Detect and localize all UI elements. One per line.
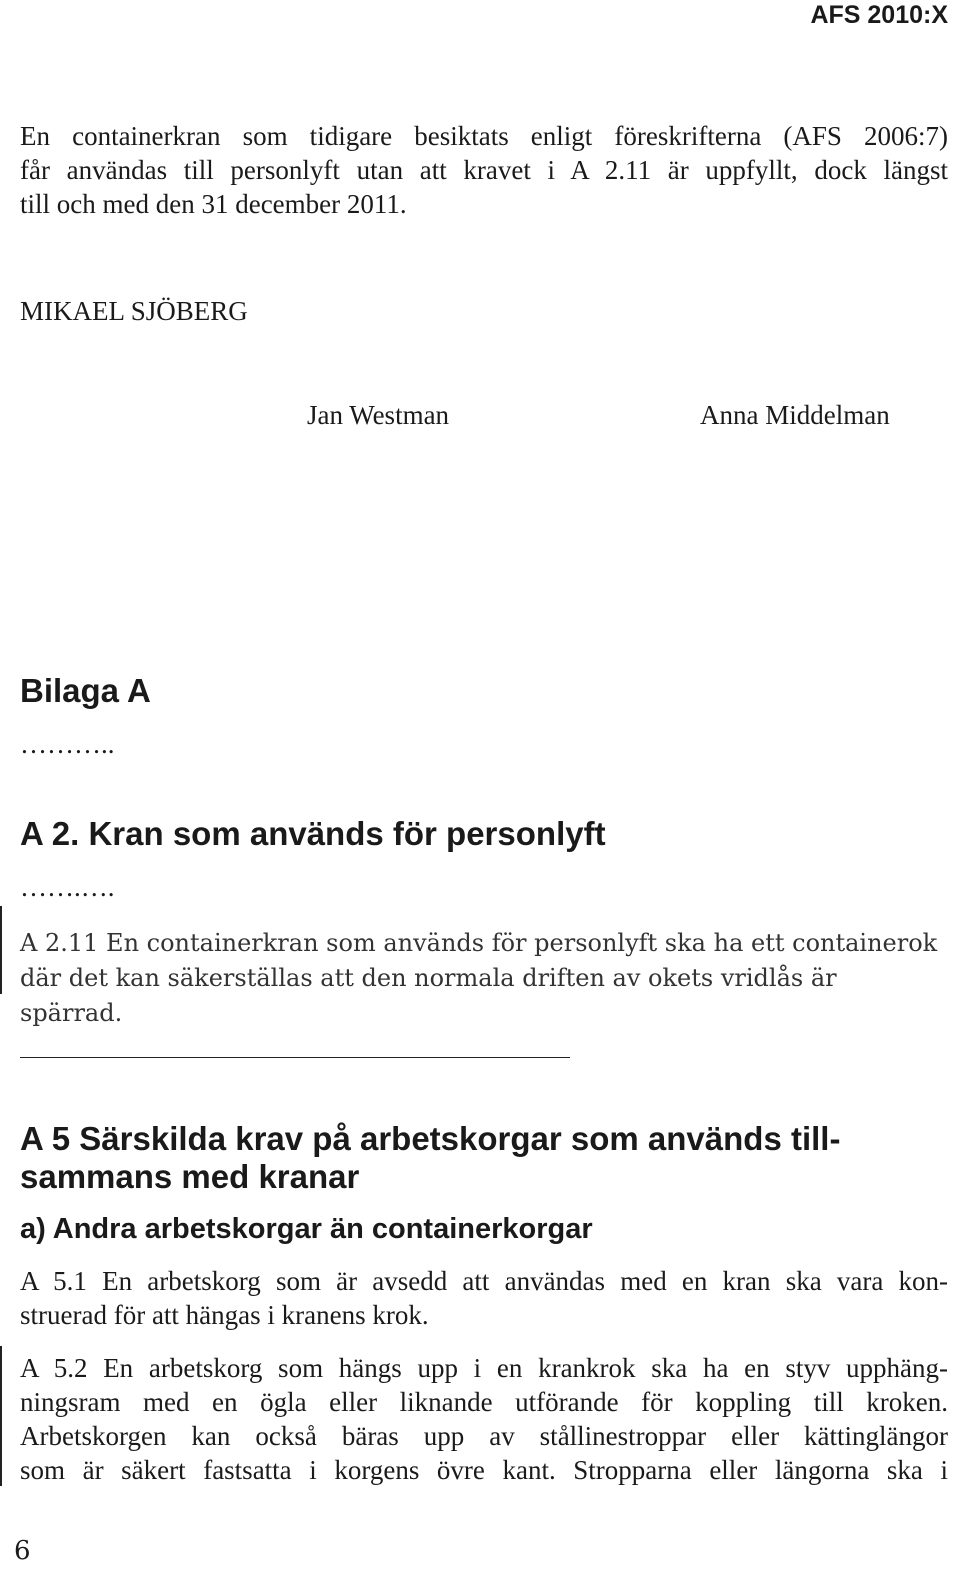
signature-right: Anna Middelman xyxy=(700,400,890,430)
intro-paragraph xyxy=(20,119,948,221)
paragraph-number-a5-2: A 5.2 xyxy=(20,1353,88,1383)
intro-line-2: får användas till personlyft utan att kravet i A 2.11 är uppfyllt, dock längst xyxy=(20,155,948,185)
intro-line-1: En containerkran som tidigare besiktats enligt föreskrifterna (AFS 2006:7) xyxy=(20,121,948,151)
a2-11-line-1: En containerkran som används för personlyft ska ha ett containerok xyxy=(106,929,938,957)
ellipsis-1: ……….. xyxy=(20,729,115,759)
paragraph-a5-2 xyxy=(20,1351,948,1487)
appendix-title: Bilaga A xyxy=(20,672,151,709)
ellipsis-2: …….…. xyxy=(20,872,115,902)
change-bar-a2-11 xyxy=(0,906,2,994)
a5-heading-line-1: A 5 Särskilda krav på arbetskorgar som används till- xyxy=(20,1120,841,1157)
paragraph-number-a5-1: A 5.1 xyxy=(20,1266,87,1296)
a2-11-line-2: där det kan säkerställas att den normala driften av okets vridlås är spärrad. xyxy=(20,964,837,1027)
paragraph-a2-11 xyxy=(20,926,938,1031)
signature-main: MIKAEL SJÖBERG xyxy=(20,296,248,326)
section-a2-heading: A 2. Kran som används för personlyft xyxy=(20,815,606,852)
subheading-a: a) Andra arbetskorgar än containerkorgar xyxy=(20,1213,593,1245)
a5-1-line-2: struerad för att hängas i kranens krok. xyxy=(20,1300,429,1330)
page-number: 6 xyxy=(14,1536,31,1566)
signature-left: Jan Westman xyxy=(307,400,450,430)
section-a5-heading xyxy=(20,1120,840,1196)
paragraph-number-a2-11: A 2.11 xyxy=(20,929,99,957)
document-id: AFS 2010:X xyxy=(810,1,948,29)
separator-line xyxy=(20,1057,570,1058)
a5-2-line-1: En arbetskorg som hängs upp i en krankrok ska ha en styv upphäng- xyxy=(103,1353,949,1383)
change-bar-a5-2 xyxy=(0,1346,2,1486)
a5-1-line-1: En arbetskorg som är avsedd att användas med en kran ska vara kon- xyxy=(102,1266,948,1296)
a5-2-line-2: ningsram med en ögla eller liknande utförande för koppling till kroken. xyxy=(20,1387,948,1417)
a5-2-line-4: som är säkert fastsatta i korgens övre kant. Stropparna eller längorna ska i xyxy=(20,1455,948,1485)
a5-2-line-3: Arbetskorgen kan också bäras upp av stållinestroppar eller kättinglängor xyxy=(20,1421,948,1451)
paragraph-a5-1 xyxy=(20,1264,948,1332)
a5-heading-line-2: sammans med kranar xyxy=(20,1158,360,1195)
intro-line-3: till och med den 31 december 2011. xyxy=(20,189,407,219)
